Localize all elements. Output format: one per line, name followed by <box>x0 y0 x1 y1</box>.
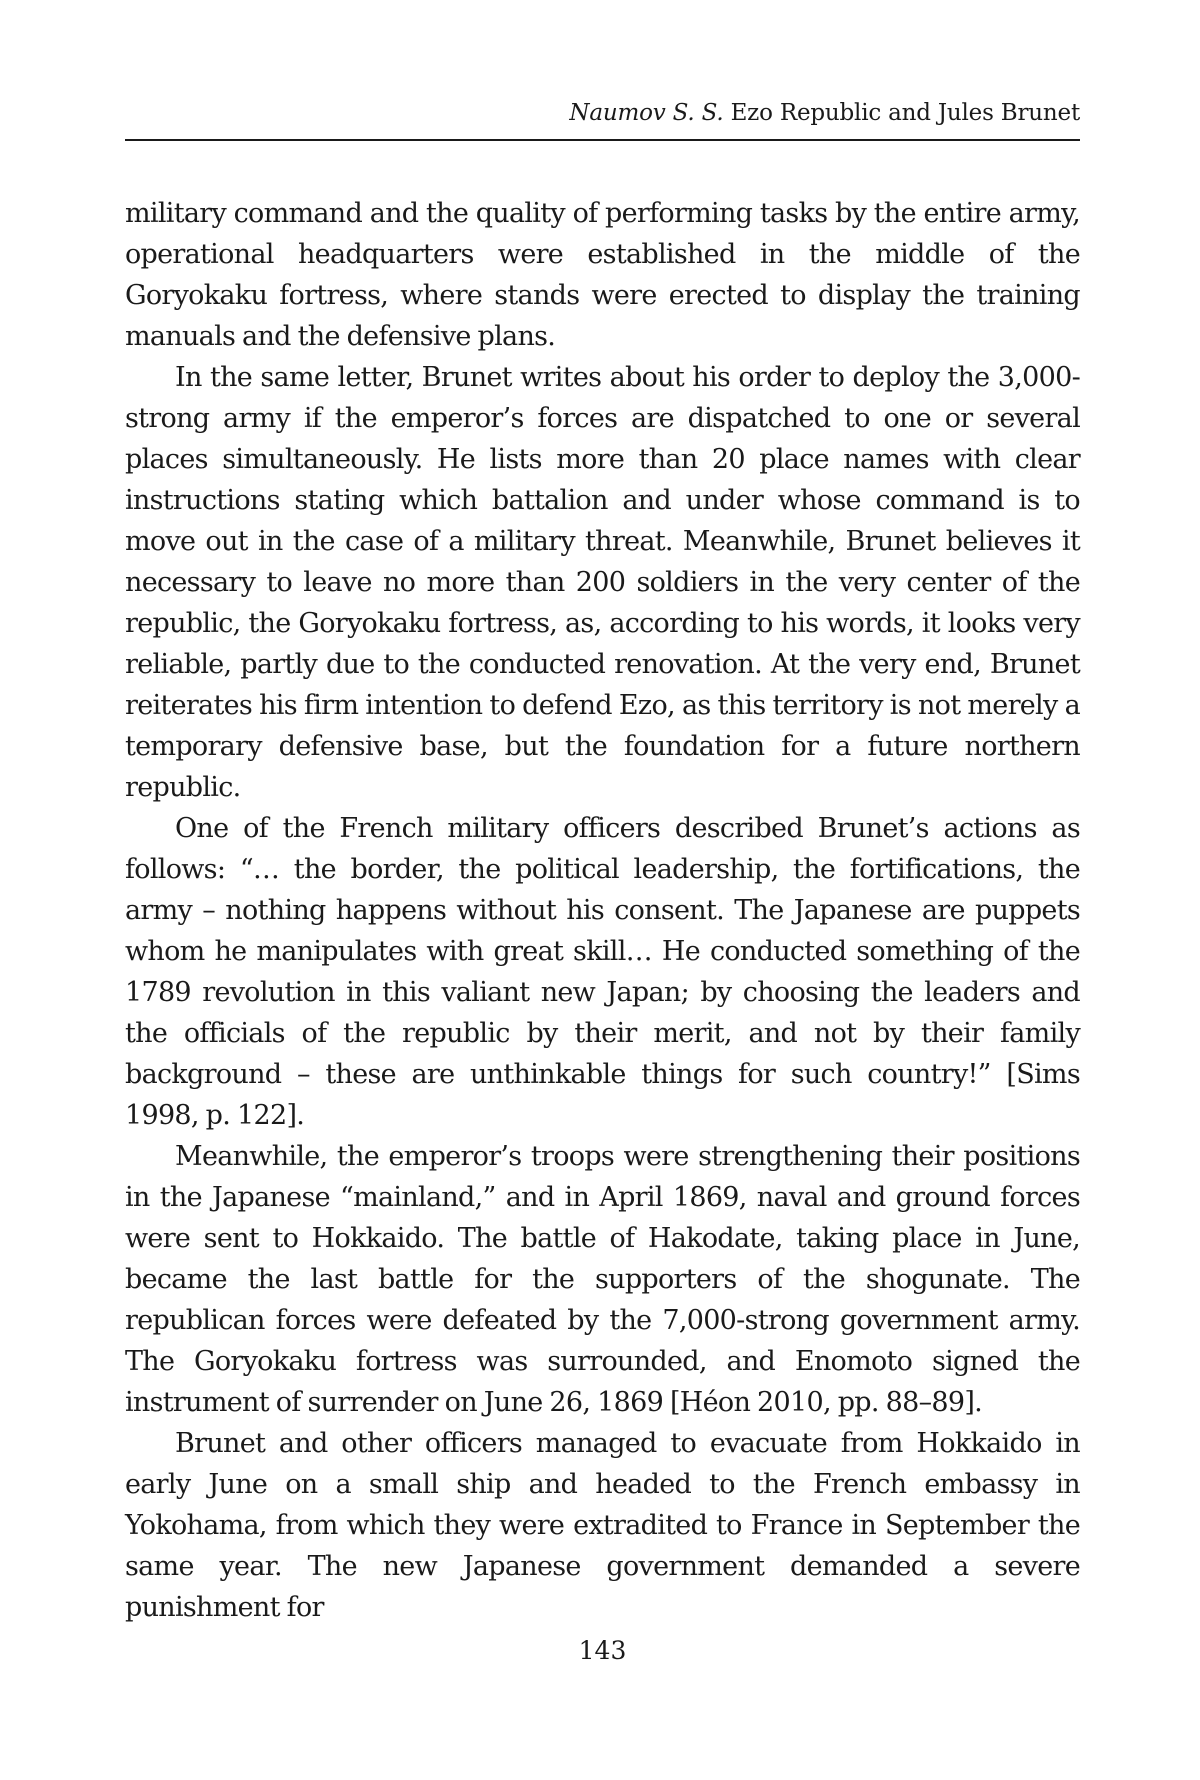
document-page <box>125 0 1080 1780</box>
header-author: Naumov S. S. <box>569 100 724 126</box>
page-number: 143 <box>578 1636 627 1665</box>
paragraph: Brunet and other officers managed to evacuate from Hokkaido in early June on a small ship and headed to the French embassy in Yokohama, from which they were extradited to France in September the same year. The new Japanese government demanded a severe punishment for <box>125 1428 1080 1623</box>
body-text <box>125 193 1080 1628</box>
paragraph: In the same letter, Brunet writes about his order to deploy the 3,000-strong army if the emperor’s forces are dispatched to one or several places simultaneously. He lists more than 20 place names with clear instructions stating which battalion and under whose command is to move out in the case of a military threat. Meanwhile, Brunet believes it necessary to leave no more than 200 soldiers in the very center of the republic, the Goryokaku fortress, as, according to his words, it looks very reliable, partly due to the conducted renovation. At the very end, Brunet reiterates his firm intention to defend Ezo, as this territory is not merely a temporary defensive base, but the foundation for a future northern republic. <box>125 362 1080 803</box>
running-header <box>569 98 1080 128</box>
header-title: Ezo Republic and Jules Brunet <box>730 100 1080 126</box>
header-rule <box>125 139 1080 141</box>
paragraph-continuation: military command and the quality of performing tasks by the entire army, operational headquarters were established in the middle of the Goryokaku fortress, where stands were erected to display the training manuals and the defensive plans. <box>125 198 1080 352</box>
paragraph: One of the French military officers described Brunet’s actions as follows: “… the border, the political leadership, the fortifications, the army – nothing happens without his consent. The Japanese are puppets whom he manipulates with great skill… He conducted something of the 1789 revolution in this valiant new Japan; by choosing the leaders and the officials of the republic by their merit, and not by their family background – these are unthinkable things for such country!” [Sims 1998, p. 122]. <box>125 813 1080 1131</box>
paragraph: Meanwhile, the emperor’s troops were strengthening their positions in the Japanese “mainland,” and in April 1869, naval and ground forces were sent to Hokkaido. The battle of Hakodate, taking place in June, became the last battle for the supporters of the shogunate. The republican forces were defeated by the 7,000-strong government army. The Goryokaku fortress was surrounded, and Enomoto signed the instrument of surrender on June 26, 1869 [Héon 2010, pp. 88–89]. <box>125 1141 1080 1418</box>
